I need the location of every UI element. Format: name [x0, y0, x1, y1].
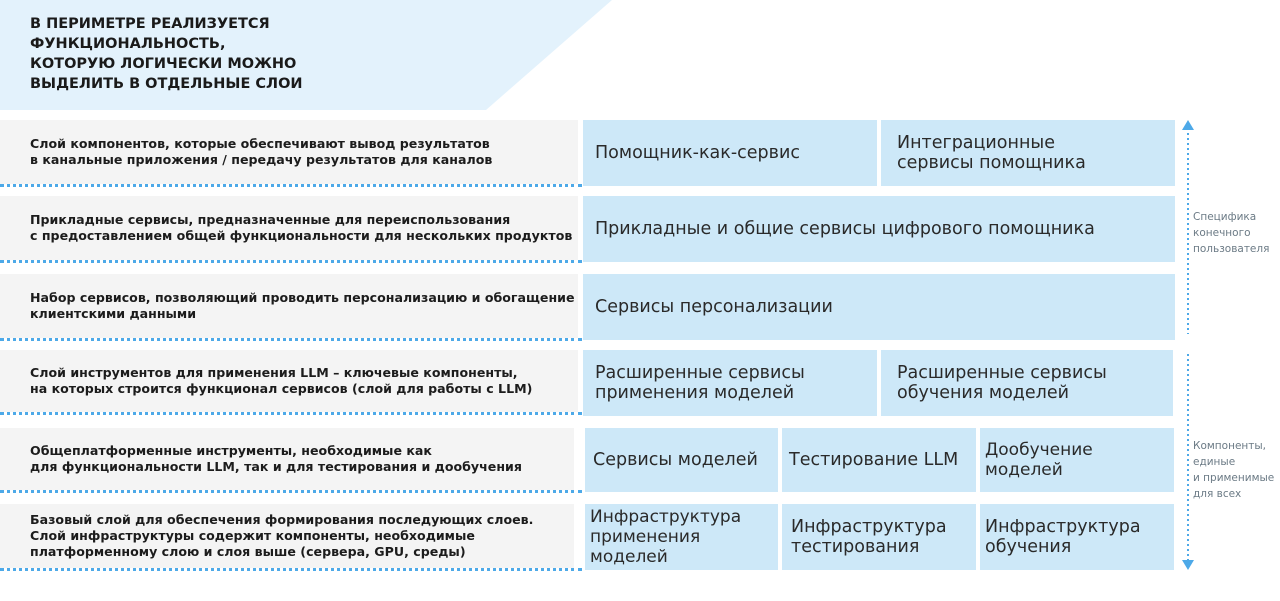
- layer-separator: [0, 490, 582, 493]
- layer-3-label: [0, 274, 578, 338]
- layer-separator: [0, 184, 582, 187]
- layer-6-label: [0, 504, 574, 568]
- component-box: [585, 504, 778, 570]
- side-note-top: Специфика конечного пользователя: [1193, 211, 1270, 255]
- component-label: Инфраструктура обучения: [985, 517, 1141, 557]
- component-box: [585, 428, 778, 492]
- layer-separator: [0, 260, 582, 263]
- component-box: [583, 196, 1175, 262]
- layer-2-label: [0, 196, 578, 260]
- arrow-up-icon: [1182, 120, 1194, 130]
- layer-5-label: [0, 428, 574, 490]
- layer-6-description: Базовый слой для обеспечения формирования последующих слоев. Слой инфраструктуры содержит компоненты, необходимые платформенному слою и слоя выше (сервера, GPU, среды): [30, 512, 534, 559]
- layer-separator: [0, 338, 582, 341]
- layer-3-description: Набор сервисов, позволяющий проводить персонализацию и обогащение клиентскими данными: [30, 290, 575, 321]
- component-label: Прикладные и общие сервисы цифрового помощника: [595, 219, 1095, 239]
- component-label: Дообучение моделей: [985, 440, 1093, 480]
- layer-separator: [0, 568, 582, 571]
- component-label: Инфраструктура тестирования: [791, 517, 947, 557]
- scope-axis: [1178, 118, 1198, 574]
- component-label: Расширенные сервисы применения моделей: [595, 363, 805, 403]
- component-box: [980, 428, 1174, 492]
- component-label: Тестирование LLM: [789, 450, 959, 470]
- component-box: [782, 504, 976, 570]
- component-label: Расширенные сервисы обучения моделей: [897, 363, 1107, 403]
- layer-2-description: Прикладные сервисы, предназначенные для переиспользования с предоставлением общей функциональности для нескольких продуктов: [30, 212, 573, 243]
- layer-separator: [0, 412, 582, 415]
- component-box: [583, 274, 1175, 340]
- component-box: [583, 120, 877, 186]
- layer-4-description: Слой инструментов для применения LLM – ключевые компоненты, на которых строится функционал сервисов (слой для работы с LLM): [30, 365, 533, 396]
- layer-1-label: [0, 120, 578, 184]
- component-label: Сервисы персонализации: [595, 297, 833, 317]
- component-label: Помощник-как-сервис: [595, 143, 800, 163]
- layer-4-label: [0, 350, 578, 412]
- component-box: [782, 428, 976, 492]
- page-title: В ПЕРИМЕТРЕ РЕАЛИЗУЕТСЯ ФУНКЦИОНАЛЬНОСТЬ, КОТОРУЮ ЛОГИЧЕСКИ МОЖНО ВЫДЕЛИТЬ В ОТДЕЛЬНЫЕ СЛОИ: [30, 16, 303, 92]
- component-box: [881, 120, 1175, 186]
- component-box: [583, 350, 877, 416]
- component-label: Интеграционные сервисы помощника: [897, 133, 1086, 173]
- component-box: [881, 350, 1173, 416]
- component-label: Сервисы моделей: [593, 450, 758, 470]
- component-box: [980, 504, 1174, 570]
- side-note-bottom: Компоненты, единые и применимые для всех: [1193, 440, 1275, 500]
- layer-5-description: Общеплатформенные инструменты, необходимые как для функциональности LLM, так и для тестирования и дообучения: [30, 443, 522, 474]
- layer-1-description: Слой компонентов, которые обеспечивают вывод результатов в канальные приложения / передачу результатов для каналов: [30, 136, 493, 167]
- arrow-down-icon: [1182, 560, 1194, 570]
- component-label: Инфраструктура применения моделей: [590, 507, 742, 567]
